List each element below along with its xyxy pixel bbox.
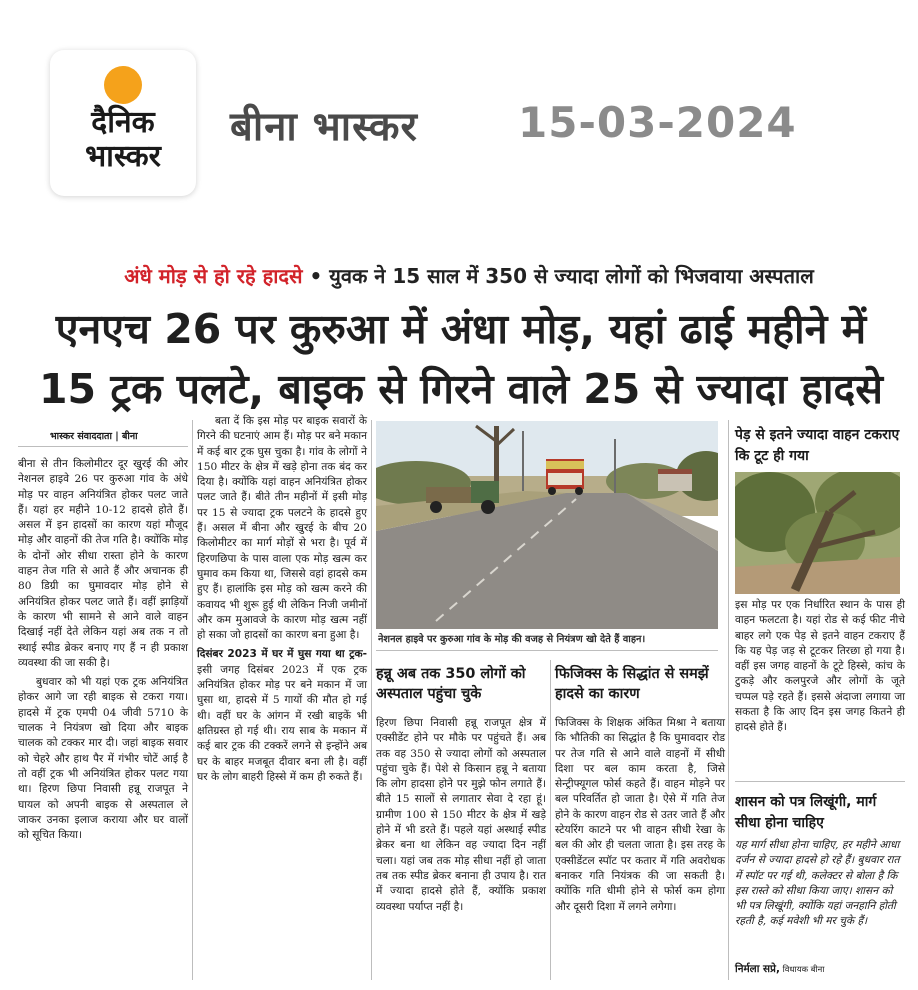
- side-body: इस मोड़ पर एक निर्धारित स्थान के पास ही वाहन फलटता है। यहां रोड से कई फीट नीचे बाहर लगे एक पेड़ से इतने वाहन टकराए हैं कि यह पेड़ जड़ से टूटकर तिरछा हो गया है। वहीं इस जगह वाहनों के टूटे हिस्से, कांच के टुकड़े और कलपुरजे और लोगों के जूते चप्पल पड़े रहते हैं। इससे अंदाजा लगाया जा सकता है कि आए दिन इस जगह कितने ही हादसे होते हैं।: [735, 599, 905, 734]
- divider: [735, 781, 905, 782]
- col1-para-1: बीना से तीन किलोमीटर दूर खुरई की ओर नेशनल हाइवे 26 पर कुरुआ गांव के अंधे मोड़ पर वाहन अनियंत्रित होकर पलट जाते हैं। यहां हर महीने 10-12 हादसे होते हैं। असल में इन हादसों का कारण यहां मौजूद मोड़ और वाहनों की तेज गति है। क्योंकि मोड़ के दोनों ओर सीधा रास्ता होने के कारण वाहन तेज गति से आते हैं और अचानक ही 80 डिग्री का घुमावदार मोड़ होने से अनियंत्रित होकर पलट जाते हैं। वहीं झाड़ियों के कारण भी सामने से आने वाले वाहन दिखाई नहीं देते लेकिन यहां अब तक न तो स्थाई स्पीड ब्रेकर बनाए गए हैं न ही प्रकाश व्यवस्था की जा सकी है।: [18, 458, 188, 669]
- byline: भास्कर संवाददाता | बीना: [50, 431, 138, 442]
- logo-text-line1: दैनिक: [91, 105, 155, 140]
- story2-body: हिरण छिपा निवासी हन्नू राजपूत क्षेत्र में एक्सीडेंट होने पर मौके पर पहुंचते हैं। अब तक वह 350 से ज्यादा लोगों को अस्पताल पहुंचा चुके हैं। पेशे से किसान हन्नू ने बताया कि लोग हादसा होने पर मुझे फोन लगाते हैं। बीते 15 सालों से लगातार सेवा दे रहा हूं। ग्रामीण 100 से 150 मीटर के क्षेत्र में खड़े होने में भी डरते हैं। पहले यहां अस्थाई स्पीड ब्रेकर बना था लेकिन वह ज्यादा दिन नहीं चला। यहां जब तक मोड़ सीधा नहीं हो जाता तब तक स्पीड ब्रेकर बनाना ही उपाय है। रात में ज्यादा हादसे होते हैं, क्योंकि प्रकाश व्यवस्था पर्याप्त नहीं है।: [376, 717, 546, 913]
- tree-photo-illustration: [735, 472, 900, 594]
- story3-headline: फिजिक्स के सिद्धांत से समझें हादसे का कारण: [555, 666, 709, 702]
- story3-body: फिजिक्स के शिक्षक अंकित मिश्रा ने बताया कि भौतिकी का सिद्धांत है कि घुमावदार रोड पर तेज गति से आने वाले वाहनों में सीधी दिशा पर बल काम करता है, जिसे सेन्ट्रीफ्यूगल फोर्स कहते हैं। वाहन मोड़ने पर बल परिवर्तित हो जाता है। ऐसे में गति तेज होने के कारण वाहन रोड से उतर जाते हैं और स्टेयरिंग काटने पर भी वाहन सीधी रेखा के बल की ओर ही चलता जाता है। इस तरह के एक्सीडेंटल स्पॉट पर कतार में गति अवरोधक बनाकर गति नियंत्रक की जा सकती है। क्योंकि गति धीमी होने से फोर्स कम होगा और दूसरी दिशा में लगने लगेगा।: [555, 717, 725, 913]
- col2-para-2-text: इसी जगह दिसंबर 2023 में एक ट्रक अनियंत्रित होकर मोड़ पर बने मकान में जा घुसा था, हादसे में 5 गायों की मौत हो गई थी। वहीं घर के आंगन में रखी बाइकें भी क्षतिग्रस्त हो गई थी। राय साब के मकान में कई बार ट्रक की टक्करें लगने से इन्होंने अब घर के बाहर मजबूत दीवार बना ली है। वहीं घर के लोग बाहरी हिस्से में कम ही रुकते हैं।: [197, 663, 367, 783]
- author-name: निर्मला सप्रे,: [735, 963, 780, 975]
- col1-para-2: बुधवार को भी यहां एक ट्रक अनियंत्रित होकर आगे जा रही बाइक से टकरा गया। हादसे में ट्रक एमपी 04 जीवी 5710 के चालक ने नियंत्रण खो दिया और बाइक चालक को टक्कर मार दी। जहां बाइक सवार को चेहरे और हाथ पैर में गंभीर चोटें आई है तो वहीं ट्रक भी अनियंत्रित होकर पलट गया था। हिरण छिपा निवासी हन्नू राजपूत ने घायल को अपनी बाइक से अस्पताल ले जाकर उनका इलाज कराया और घर वालों को सूचित किया।: [18, 676, 188, 842]
- highway-photo-illustration: [376, 421, 718, 629]
- edition-title: बीना भास्कर: [230, 104, 418, 150]
- column-1: [18, 457, 188, 847]
- col2-subhead: दिसंबर 2023 में घर में घुस गया था ट्रक-: [197, 648, 367, 661]
- divider: [376, 650, 718, 651]
- column-rule: [728, 420, 729, 980]
- headline-line1: एनएच 26 पर कुरुआ में अंधा मोड़, यहां ढाई महीने में: [55, 305, 867, 353]
- tree-photo: [735, 472, 900, 594]
- side-quote: यह मार्ग सीधा होना चाहिए, हर महीने आधा दर्जन से ज्यादा हादसे हो रहे हैं। बुधवार रात में स्पॉट पर गई थी, कलेक्टर से बोला है कि इस रास्ते को सीधा किया जाए। शासन को भी पत्र लिखूंगी, क्योंकि यहां जनहानि होती रहती है, कई मवेशी भी मर चुके हैं।: [735, 839, 900, 928]
- edition-date: 15-03-2024: [518, 98, 797, 147]
- main-photo: [376, 421, 718, 629]
- sun-icon: [104, 66, 142, 104]
- side-author: [735, 962, 910, 976]
- column-rule: [192, 420, 193, 980]
- column-rule: [550, 660, 551, 980]
- column-rule: [371, 420, 372, 980]
- kicker-rest: • युवक ने 15 साल में 350 से ज्यादा लोगों को भिजवाया अस्पताल: [302, 264, 814, 288]
- photo-caption: नेशनल हाइवे पर कुरुआ गांव के मोड़ की वजह से नियंत्रण खो देते हैं वाहन।: [378, 634, 646, 645]
- col2-para-1: बता दें कि इस मोड़ पर बाइक सवारों के गिरने की घटनाएं आम हैं। मोड़ पर बने मकान में कई बार ट्रक घुस चुका है। गांव के लोगों ने 150 मीटर के क्षेत्र में खड़े होना तक बंद कर दिया है। क्योंकि यहां वाहन अनियंत्रित होकर पलट जाते हैं। बीते तीन महीनों में इसी मोड़ पर 15 से ज्यादा ट्रक पलटने के हादसे हुए हैं। असल में बीना और खुरई के बीच 20 किलोमीटर का मार्ग मोड़ों से भरा है। पूर्व में हिरणछिपा के पास वाला एक मोड़ खत्म कर घुमाव कम किया था, जिससे वहां हादसे कम हुए हैं। हालांकि इस मोड़ को खत्म करने की कवायद भी शुरू हुई थी लेकिन निजी जमीनों और कम मुआवजे के कारण मोड़ खत्म नहीं हो सका जो हादसों का कारण बना हुआ है।: [197, 415, 367, 642]
- logo-text-line2: भास्कर: [85, 139, 161, 174]
- side-headline: पेड़ से इतने ज्यादा वाहन टकराए कि टूट ही गया: [735, 427, 900, 464]
- col2-para-2: [197, 647, 367, 785]
- side-headline-2: शासन को पत्र लिखूंगी, मार्ग सीधा होना चाहिए: [735, 794, 877, 831]
- kicker-red: अंधे मोड़ से हो रहे हादसे: [124, 264, 303, 288]
- column-2: [197, 414, 367, 789]
- headline-line2: 15 ट्रक पलटे, बाइक से गिरने वाले 25 से ज्यादा हादसे: [39, 365, 883, 413]
- kicker: [44, 262, 894, 289]
- story2-headline: हन्नू अब तक 350 लोगों को अस्पताल पहुंचा चुके: [376, 666, 526, 702]
- divider: [18, 446, 188, 447]
- author-role: विधायक बीना: [779, 964, 825, 974]
